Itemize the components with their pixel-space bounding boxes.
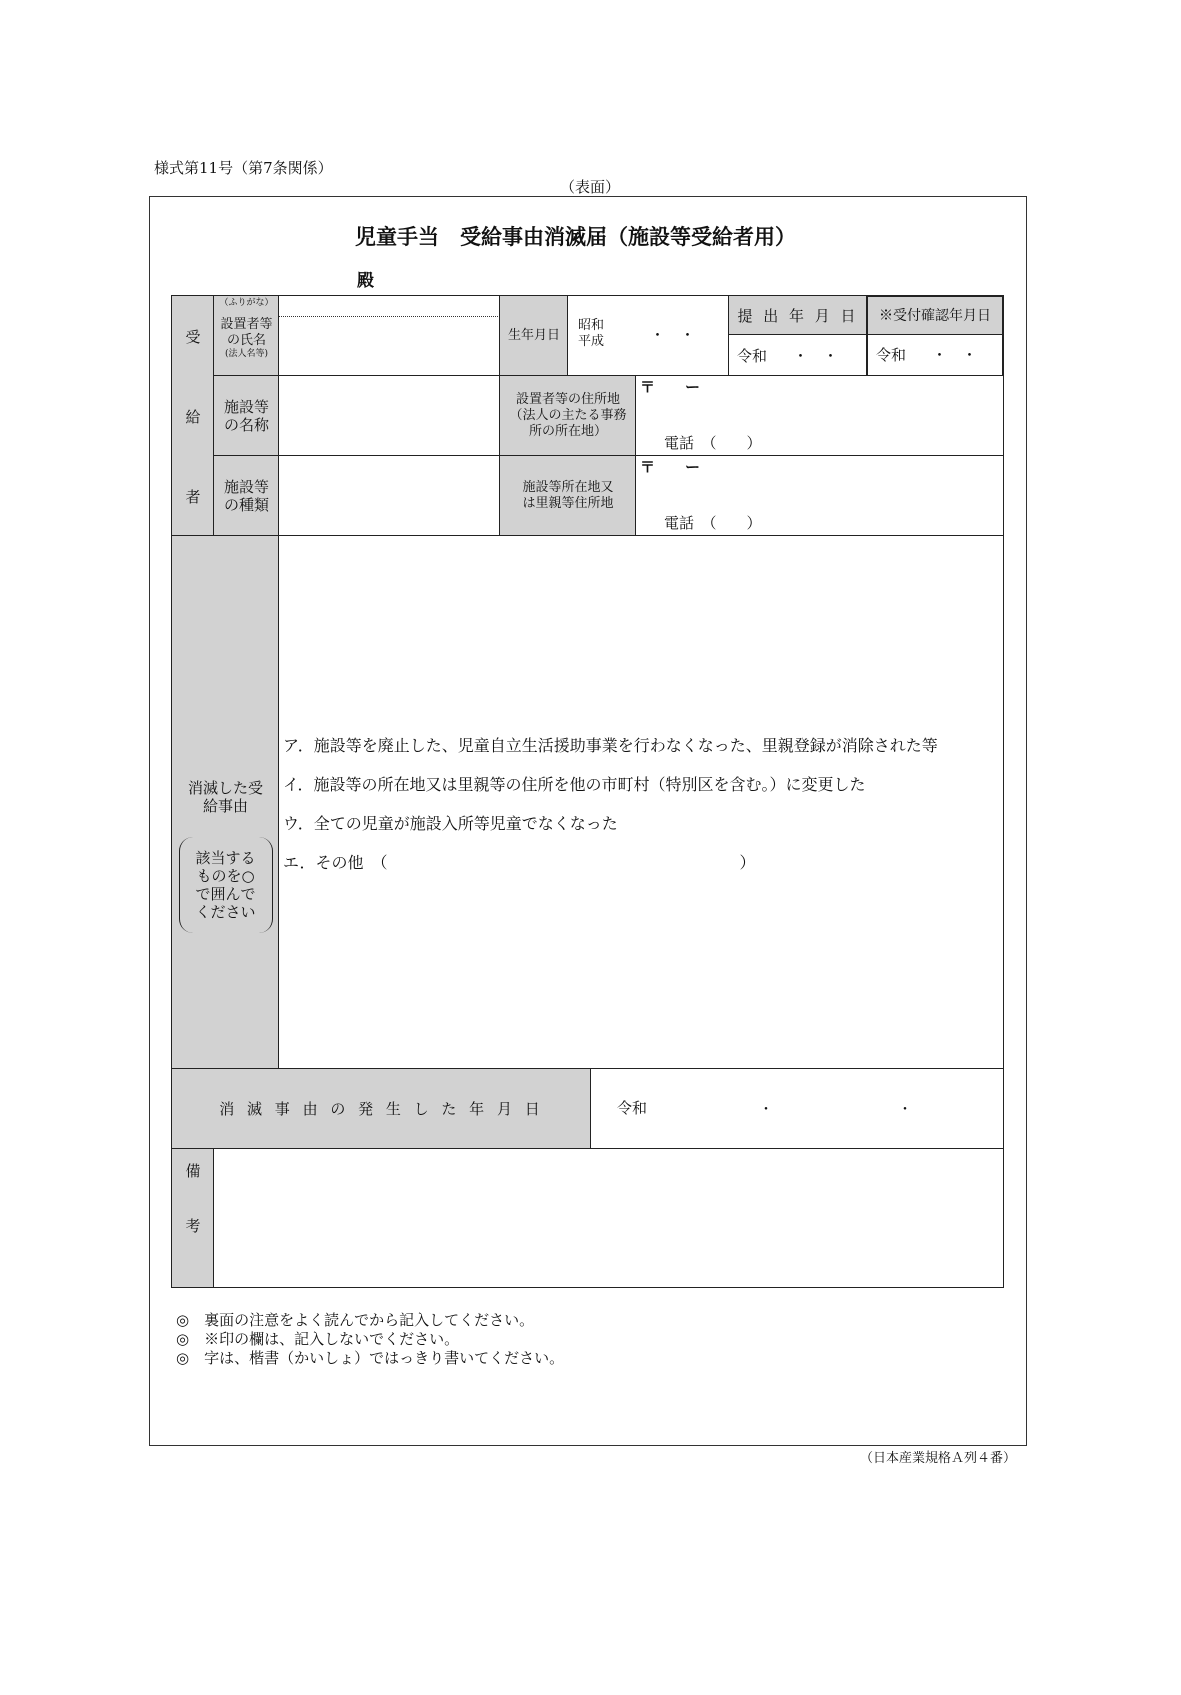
- occurrence-sep: ・: [759, 1102, 773, 1118]
- name-label: 設置者等の氏名: [220, 317, 273, 348]
- remarks-input[interactable]: [213, 1148, 1004, 1288]
- reasons-instruction: 該当するものを○で囲んでください: [179, 837, 273, 933]
- submit-date-label: 提 出 年 月 日: [728, 295, 868, 336]
- remarks-label: 備考: [171, 1148, 215, 1288]
- page-title: 児童手当 受給事由消滅届（施設等受給者用）: [355, 224, 796, 249]
- facility-name-label: [213, 375, 280, 457]
- paper-size-footer: （日本産業規格Ａ列４番）: [859, 1451, 1016, 1466]
- facility-type-input[interactable]: [278, 455, 501, 537]
- name-label-cell: [213, 295, 280, 377]
- occurrence-sep: ・: [898, 1102, 912, 1118]
- furigana-label: （ふりがな）: [219, 298, 274, 308]
- postal-mark: 〒 ー: [640, 458, 701, 476]
- owner-address-input[interactable]: [635, 375, 1004, 457]
- addressee: 殿: [357, 271, 374, 291]
- birth-date-separators: ・ ・: [650, 326, 696, 344]
- facility-name-input[interactable]: [278, 375, 501, 457]
- side-label: （表面）: [560, 178, 621, 196]
- recipient-char: 給: [185, 407, 201, 426]
- era-heisei: 平成: [578, 334, 605, 349]
- birth-label: 生年月日: [499, 295, 569, 377]
- facility-type-label: [213, 455, 280, 537]
- facility-address-input[interactable]: [635, 455, 1004, 537]
- facility-type-label-text: 施設等の種類: [223, 478, 269, 514]
- owner-address-label: [499, 375, 637, 457]
- facility-name-label-text: 施設等の名称: [223, 398, 269, 434]
- note-item: ◎ 字は、楷書（かいしょ）ではっきり書いてください。: [176, 1349, 565, 1367]
- owner-address-label-text: 設置者等の住所地（法人の主たる事務所の所在地）: [509, 392, 627, 439]
- birth-date-input[interactable]: [567, 295, 730, 377]
- occurrence-date-input[interactable]: [590, 1068, 1004, 1150]
- reason-item-e[interactable]: エ．その他 （ ）: [283, 853, 756, 872]
- phone-label: 電話 （ ）: [664, 434, 762, 452]
- receipt-date-label: ※受付確認年月日: [866, 295, 1004, 336]
- receipt-date-separators: ・ ・: [932, 346, 978, 364]
- note-item: ◎ 裏面の注意をよく読んでから記入してください。: [176, 1311, 535, 1329]
- submit-era: 令和: [737, 346, 768, 365]
- occurrence-date-label: 消 滅 事 由 の 発 生 し た 年 月 日: [171, 1068, 592, 1150]
- note-item: ◎ ※印の欄は、記入しないでください。: [176, 1330, 460, 1348]
- era-showa: 昭和: [578, 318, 605, 333]
- reasons-label: 消滅した受給事由: [187, 779, 263, 815]
- form-number: 様式第11号（第7条関係）: [154, 159, 333, 177]
- submit-date-separators: ・ ・: [793, 346, 839, 365]
- reasons-area[interactable]: [278, 535, 1004, 1070]
- recipient-char: 受: [185, 327, 201, 346]
- facility-address-label-text: 施設等所在地又は里親等住所地: [522, 480, 614, 511]
- reason-item-i[interactable]: イ．施設等の所在地又は里親等の住所を他の市町村（特別区を含む。）に変更した: [283, 775, 866, 794]
- facility-address-label: [499, 455, 637, 537]
- name-input[interactable]: [278, 295, 501, 377]
- name-sub-label: (法人名等): [224, 349, 269, 359]
- reasons-label-cell: [171, 535, 280, 1070]
- receipt-era: 令和: [876, 346, 907, 364]
- submit-date-input[interactable]: [728, 334, 868, 377]
- reason-item-u[interactable]: ウ．全ての児童が施設入所等児童でなくなった: [283, 814, 618, 833]
- phone-label: 電話 （ ）: [664, 514, 762, 532]
- occurrence-era: 令和: [617, 1099, 648, 1117]
- recipient-char: 者: [185, 487, 201, 506]
- recipient-section-label: [171, 295, 215, 537]
- postal-mark: 〒 ー: [640, 378, 701, 396]
- receipt-date-field: [866, 334, 1004, 377]
- reason-item-a[interactable]: ア．施設等を廃止した、児童自立生活援助事業を行わなくなった、里親登録が消除された等: [283, 736, 938, 755]
- furigana-divider: [279, 316, 500, 317]
